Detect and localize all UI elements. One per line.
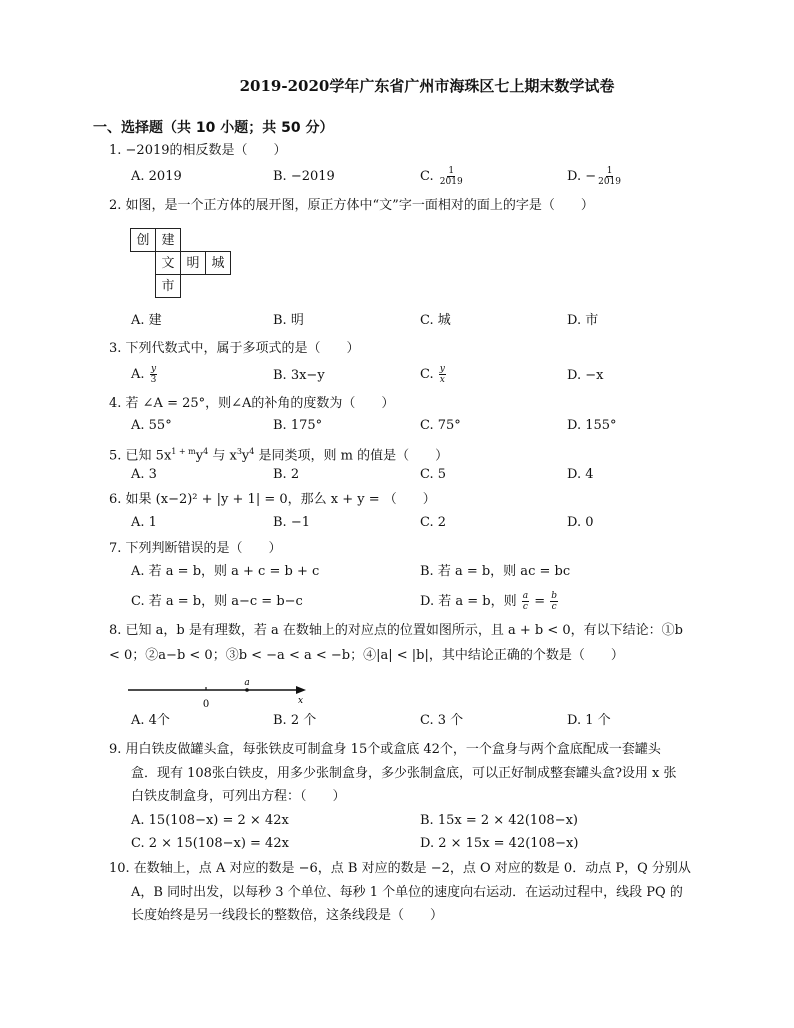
q7-option-d: D. 若 a = b，则 $\frac{a}{c}$ = $\frac{b}{c}$: [420, 591, 558, 612]
q10-stem-line2: A，B 同时出发，以每秒 3 个单位、每秒 1 个单位的速度向右运动．在运动过程中，线段 PQ 的: [131, 885, 683, 900]
q6-option-d: D. 0: [567, 515, 594, 530]
q6-option-a: A. 1: [131, 515, 157, 530]
q6-option-b: B. −1: [273, 515, 310, 530]
axis-arrowhead: [296, 686, 306, 694]
q1-option-d: D. − $\frac{1}{2019}$: [567, 166, 622, 187]
q7-option-a: A. 若 a = b，则 a + c = b + c: [131, 564, 320, 579]
net-cell: 文: [155, 251, 181, 275]
q8-option-d: D. 1 个: [567, 713, 611, 728]
q1-option-c: C. $\frac{1}{2019}$: [420, 166, 463, 187]
q6-stem: 6. 如果 (x−2)² + |y + 1| = 0，那么 x + y = （ ）: [109, 492, 436, 507]
q3-option-b: B. 3x−y: [273, 368, 325, 383]
net-cell: 城: [205, 251, 231, 275]
number-line-svg: [128, 676, 328, 712]
q9-option-d: D. 2 × 15x = 42(108−x): [420, 836, 579, 851]
q7-stem: 7. 下列判断错误的是（ ）: [109, 541, 282, 556]
q2-option-d: D. 市: [567, 313, 599, 328]
point-a: [245, 688, 249, 692]
q4-option-a: A. 55°: [131, 418, 172, 433]
q8-stem-line2: < 0；②a−b < 0；③b < −a < a < −b；④|a| < |b|，其中结论正确的个数是（ ）: [109, 648, 624, 663]
q5-stem: 5. 已知 $5x^{1 + m}y^4$ 与 $x^3y^4$ 是同类项，则 m 的值是（ ）: [109, 447, 449, 464]
q9-stem-line2: 盒．现有 108张白铁皮，用多少张制盒身，多少张制盒底，可以正好制成整套罐头盒?设用 x 张: [131, 766, 677, 781]
q4-stem: 4. 若 ∠A = 25°，则∠A的补角的度数为（ ）: [109, 396, 395, 411]
net-cell: 建: [155, 228, 181, 252]
q4-option-b: B. 175°: [273, 418, 323, 433]
number-line-figure: [128, 676, 328, 712]
q3-c-fraction: $\frac{y}{x}$: [439, 364, 445, 385]
q5-option-c: C. 5: [420, 467, 447, 482]
a-label: a: [244, 678, 250, 688]
q9-stem-line3: 白铁皮制盒身，可列出方程：（ ）: [131, 789, 346, 804]
q9-stem-line1: 9. 用白铁皮做罐头盒，每张铁皮可制盒身 15个或盒底 42个，一个盒身与两个盒底配成一套罐头: [109, 742, 661, 757]
section-heading: 一、选择题（共 10 小题；共 50 分）: [93, 120, 334, 136]
q4-option-d: D. 155°: [567, 418, 617, 433]
q1-d-fraction: $\frac{1}{2019}$: [598, 166, 622, 187]
q2-stem: 2. 如图，是一个正方体的展开图，原正方体中“文”字一面相对的面上的字是（ ）: [109, 198, 594, 213]
q1-stem: 1. −2019的相反数是（ ）: [109, 143, 287, 158]
net-cell: 创: [130, 228, 156, 252]
q7-d-fraction-2: $\frac{b}{c}$: [551, 591, 558, 612]
q7-option-b: B. 若 a = b，则 ac = bc: [420, 564, 571, 579]
x-label: x: [298, 696, 304, 706]
q7-d-fraction-1: $\frac{a}{c}$: [522, 591, 529, 612]
q2-option-c: C. 城: [420, 313, 451, 328]
q8-option-a: A. 4个: [131, 713, 170, 728]
q5-option-b: B. 2: [273, 467, 300, 482]
q1-c-fraction: $\frac{1}{2019}$: [439, 166, 463, 187]
q1-option-b: B. −2019: [273, 169, 335, 184]
q9-option-c: C. 2 × 15(108−x) = 42x: [131, 836, 289, 851]
q8-option-b: B. 2 个: [273, 713, 317, 728]
q5-option-d: D. 4: [567, 467, 594, 482]
q3-option-d: D. −x: [567, 368, 604, 383]
q2-option-a: A. 建: [131, 313, 162, 328]
q4-option-c: C. 75°: [420, 418, 461, 433]
q3-option-a: A. $\frac{y}{3}$: [131, 364, 157, 385]
q10-stem-line1: 10. 在数轴上，点 A 对应的数是 −6，点 B 对应的数是 −2，点 O 对应的数是 0．动点 P，Q 分别从: [109, 861, 691, 876]
q9-option-b: B. 15x = 2 × 42(108−x): [420, 813, 578, 828]
q6-option-c: C. 2: [420, 515, 447, 530]
net-cell: 明: [180, 251, 206, 275]
zero-label: 0: [202, 699, 210, 710]
q7-option-c: C. 若 a = b，则 a−c = b−c: [131, 594, 303, 609]
q3-option-c: C. $\frac{y}{x}$: [420, 364, 445, 385]
q1-option-a: A. 2019: [131, 169, 182, 184]
q2-option-b: B. 明: [273, 313, 304, 328]
q8-stem-line1: 8. 已知 a，b 是有理数，若 a 在数轴上的对应点的位置如图所示，且 a + b < 0，有以下结论：①b: [109, 623, 684, 638]
q10-stem-line3: 长度始终是另一线段长的整数倍，这条线段是（ ）: [131, 908, 444, 923]
q8-option-c: C. 3 个: [420, 713, 464, 728]
net-cell: 市: [155, 274, 181, 298]
q9-option-a: A. 15(108−x) = 2 × 42x: [131, 813, 289, 828]
q3-stem: 3. 下列代数式中，属于多项式的是（ ）: [109, 341, 360, 356]
q3-a-fraction: $\frac{y}{3}$: [150, 364, 157, 385]
q5-option-a: A. 3: [131, 467, 157, 482]
exam-title: 2019-2020学年广东省广州市海珠区七上期末数学试卷: [239, 77, 615, 95]
